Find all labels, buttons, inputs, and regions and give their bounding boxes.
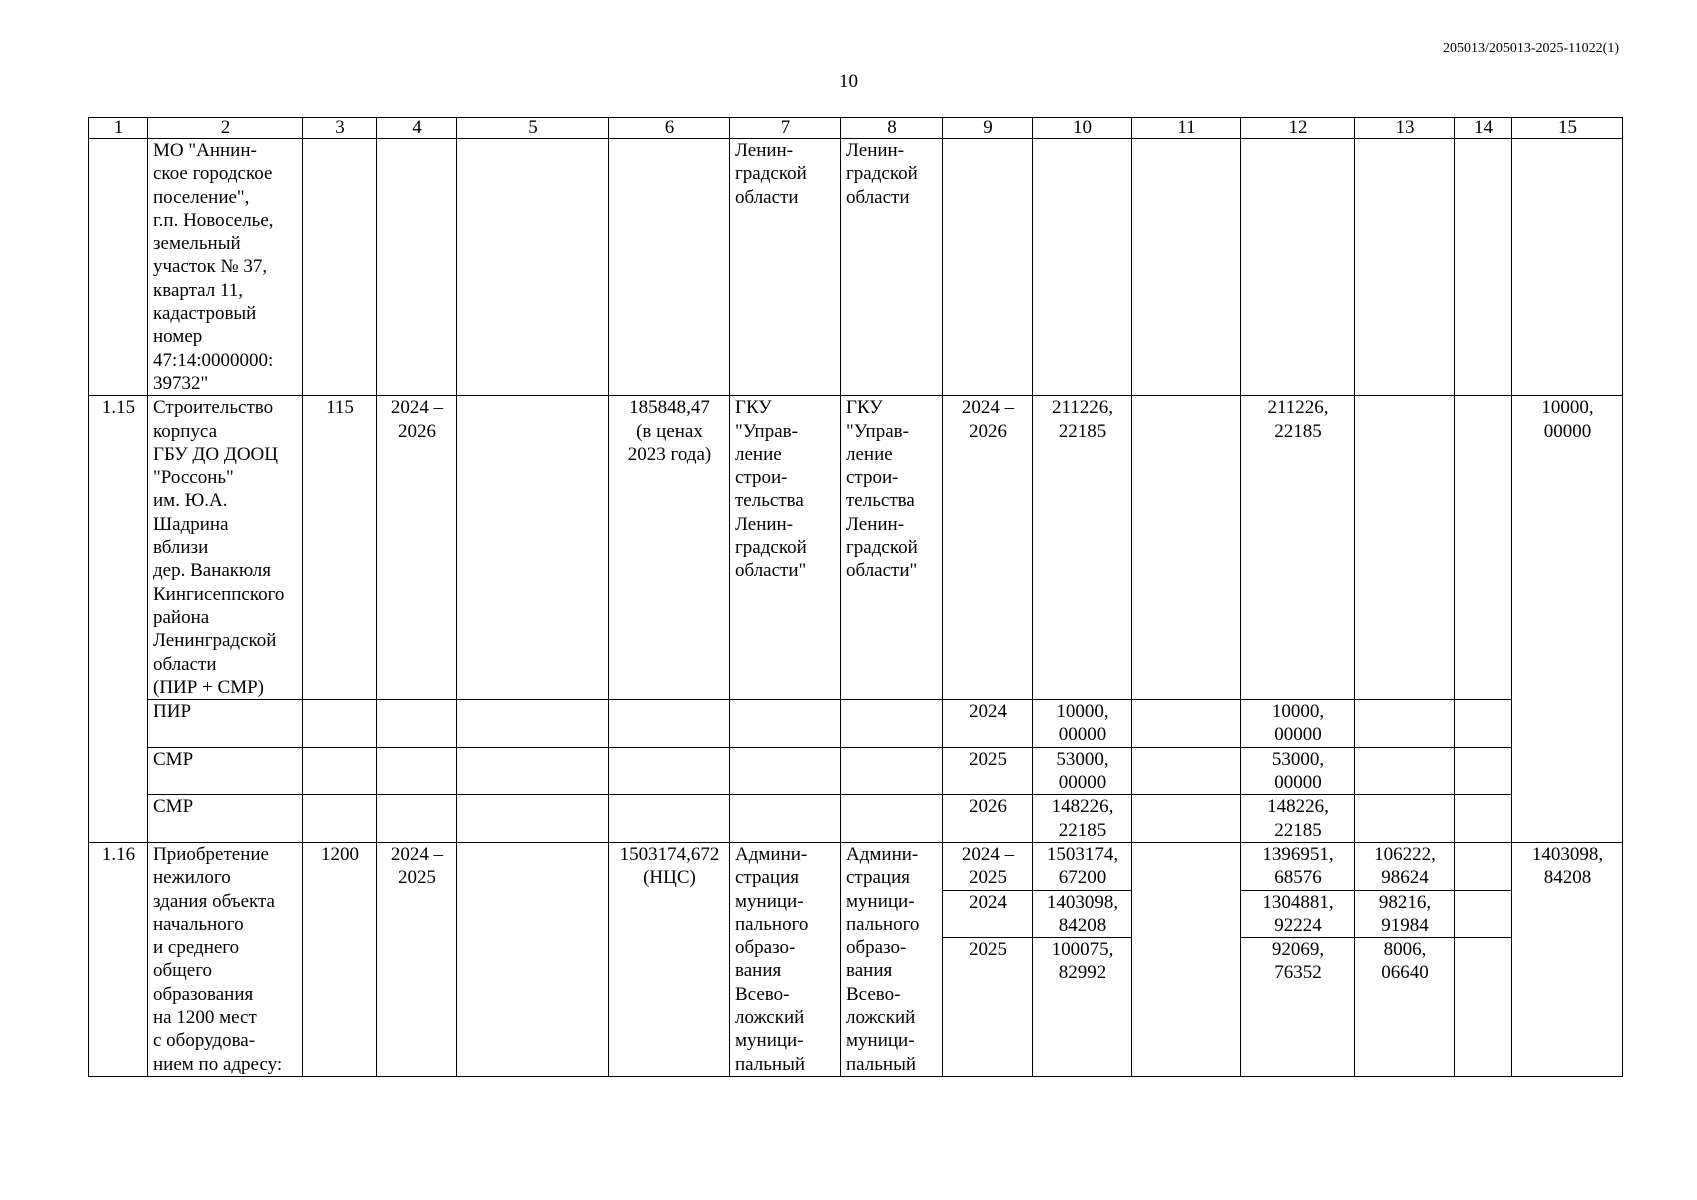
cell-stage-year: 2026 xyxy=(943,795,1033,843)
cell-empty xyxy=(609,700,730,748)
cell-empty xyxy=(377,700,457,748)
table-header-row xyxy=(89,118,1623,139)
cell-period: 2024 – 2025 xyxy=(377,842,457,1076)
table-row-1-16 xyxy=(89,842,1623,890)
column-header: 3 xyxy=(303,118,377,139)
cell-stage-name: ПИР xyxy=(148,700,303,748)
table-row-stage xyxy=(89,747,1623,795)
cell-stage-year: 2024 xyxy=(943,700,1033,748)
column-header: 15 xyxy=(1512,118,1623,139)
cell-local: 8006, 06640 xyxy=(1355,938,1455,1077)
cell-local: 106222, 98624 xyxy=(1355,842,1455,890)
cell-empty xyxy=(1132,747,1241,795)
cell-empty xyxy=(943,139,1033,396)
cell-empty xyxy=(303,139,377,396)
cell-years: 2025 xyxy=(943,938,1033,1077)
cell-stage-total: 53000, 00000 xyxy=(1033,747,1132,795)
cell-developer: Ленин- градской области xyxy=(841,139,943,396)
cell-stage-regional: 53000, 00000 xyxy=(1241,747,1355,795)
document-id: 205013/205013-2025-11022(1) xyxy=(1442,41,1619,56)
cell-stage-total: 10000, 00000 xyxy=(1033,700,1132,748)
column-header: 2 xyxy=(148,118,303,139)
cell-empty xyxy=(1455,795,1512,843)
column-header: 13 xyxy=(1355,118,1455,139)
column-header: 7 xyxy=(730,118,841,139)
cell-empty xyxy=(303,700,377,748)
column-header: 4 xyxy=(377,118,457,139)
column-header: 10 xyxy=(1033,118,1132,139)
program-table xyxy=(88,117,1623,1077)
cell-cost: 1503174,672 (НЦС) xyxy=(609,842,730,1076)
cell-empty xyxy=(1241,139,1355,396)
cell-regional: 1396951, 68576 xyxy=(1241,842,1355,890)
cell-regional: 211226, 22185 xyxy=(1241,396,1355,700)
cell-years: 2024 – 2025 xyxy=(943,842,1033,890)
cell-empty xyxy=(1132,139,1241,396)
cell-stage-name: СМР xyxy=(148,795,303,843)
cell-capacity: 115 xyxy=(303,396,377,700)
cell-empty xyxy=(1355,747,1455,795)
cell-regional: 1304881, 92224 xyxy=(1241,890,1355,938)
column-header: 6 xyxy=(609,118,730,139)
column-header: 1 xyxy=(89,118,148,139)
cell-empty xyxy=(457,700,609,748)
table-row-stage xyxy=(89,795,1623,843)
cell-empty xyxy=(1455,747,1512,795)
cell-local: 98216, 91984 xyxy=(1355,890,1455,938)
cell-empty xyxy=(1132,795,1241,843)
cell-stage-regional: 10000, 00000 xyxy=(1241,700,1355,748)
cell-empty xyxy=(841,795,943,843)
cell-empty xyxy=(377,795,457,843)
cell-empty xyxy=(1132,842,1241,1076)
cell-empty xyxy=(303,747,377,795)
table-row-continuation xyxy=(89,139,1623,396)
cell-customer: ГКУ "Управ- ление строи- тельства Ленин- градской области" xyxy=(730,396,841,700)
cell-empty xyxy=(841,700,943,748)
cell-years: 2024 – 2026 xyxy=(943,396,1033,700)
cell-empty xyxy=(1132,700,1241,748)
cell-empty xyxy=(1455,139,1512,396)
cell-col15: 1403098, 84208 xyxy=(1512,842,1623,1076)
cell-empty xyxy=(609,747,730,795)
cell-customer: Ленин- градской области xyxy=(730,139,841,396)
cell-empty xyxy=(457,842,609,1076)
cell-empty xyxy=(1132,396,1241,700)
cell-empty xyxy=(730,747,841,795)
cell-total: 211226, 22185 xyxy=(1033,396,1132,700)
cell-empty xyxy=(303,795,377,843)
column-header: 14 xyxy=(1455,118,1512,139)
cell-capacity: 1200 xyxy=(303,842,377,1076)
cell-num xyxy=(89,139,148,396)
cell-empty xyxy=(1355,795,1455,843)
cell-empty xyxy=(457,139,609,396)
cell-empty xyxy=(841,747,943,795)
cell-total: 100075, 82992 xyxy=(1033,938,1132,1077)
cell-empty xyxy=(1455,938,1512,1077)
table-row-stage xyxy=(89,700,1623,748)
cell-object-name: Строительство корпуса ГБУ ДО ДООЦ "Россонь" им. Ю.А. Шадрина вблизи дер. Ванакюля Кингисеппского района Ленинградской области (ПИР + СМР) xyxy=(148,396,303,700)
cell-empty xyxy=(609,795,730,843)
cell-empty xyxy=(1455,842,1512,890)
cell-developer: Админи- страция муници- пального образо- вания Всево- ложский муници- пальный xyxy=(841,842,943,1076)
cell-empty xyxy=(377,139,457,396)
cell-empty xyxy=(1033,139,1132,396)
cell-years: 2024 xyxy=(943,890,1033,938)
page-number: 10 xyxy=(839,71,858,92)
cell-total: 1403098, 84208 xyxy=(1033,890,1132,938)
cell-empty xyxy=(1455,890,1512,938)
cell-empty xyxy=(730,795,841,843)
cell-col15: 10000, 00000 xyxy=(1512,396,1623,843)
cell-total: 1503174, 67200 xyxy=(1033,842,1132,890)
cell-empty xyxy=(1512,139,1623,396)
cell-empty xyxy=(377,747,457,795)
cell-object-name: Приобретение нежилого здания объекта начального и среднего общего образования на 1200 мест с оборудова- нием по адресу: xyxy=(148,842,303,1076)
cell-empty xyxy=(1355,700,1455,748)
column-header: 5 xyxy=(457,118,609,139)
cell-empty xyxy=(457,747,609,795)
cell-regional: 92069, 76352 xyxy=(1241,938,1355,1077)
cell-stage-regional: 148226, 22185 xyxy=(1241,795,1355,843)
cell-stage-name: СМР xyxy=(148,747,303,795)
cell-empty xyxy=(457,396,609,700)
cell-empty xyxy=(609,139,730,396)
column-header: 8 xyxy=(841,118,943,139)
cell-empty xyxy=(1455,396,1512,700)
cell-period: 2024 – 2026 xyxy=(377,396,457,700)
cell-empty xyxy=(1355,396,1455,700)
cell-stage-year: 2025 xyxy=(943,747,1033,795)
column-header: 9 xyxy=(943,118,1033,139)
cell-empty xyxy=(1455,700,1512,748)
cell-num: 1.15 xyxy=(89,396,148,843)
cell-stage-total: 148226, 22185 xyxy=(1033,795,1132,843)
cell-empty xyxy=(730,700,841,748)
cell-object-name: МО "Аннин- ское городское поселение", г.п. Новоселье, земельный участок № 37, квартал 11, кадастровый номер 47:14:0000000: 39732" xyxy=(148,139,303,396)
cell-empty xyxy=(457,795,609,843)
column-header: 11 xyxy=(1132,118,1241,139)
table-row-1-15 xyxy=(89,396,1623,700)
cell-customer: Админи- страция муници- пального образо- вания Всево- ложский муници- пальный xyxy=(730,842,841,1076)
cell-num: 1.16 xyxy=(89,842,148,1076)
cell-developer: ГКУ "Управ- ление строи- тельства Ленин- градской области" xyxy=(841,396,943,700)
column-header: 12 xyxy=(1241,118,1355,139)
cell-cost: 185848,47 (в ценах 2023 года) xyxy=(609,396,730,700)
cell-empty xyxy=(1355,139,1455,396)
